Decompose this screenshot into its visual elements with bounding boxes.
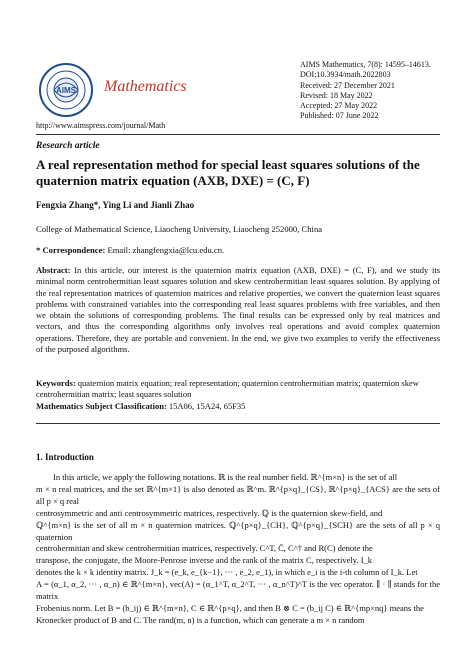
intro-line: In this article, we apply the following notations. ℝ is the real number field. ℝ^{m×n} is the set of all [53,472,398,482]
subject-classification [36,401,245,411]
introduction-body [36,472,440,627]
accepted-date: Accepted: 27 May 2022 [300,101,378,111]
intro-line: Frobenius norm. Let B = (b_ij) ∈ ℝ^{m×n}, C ∈ ℝ^{p×q}, and then B ⊗ C = (b_ij C) ∈ ℝ^{mp×nq} means the [36,602,424,613]
intro-line: centrosymmetric and anti centrosymmetric matrices, respectively. ℚ is the quaternion skew-field, and [36,507,383,518]
published-date: Published: 07 June 2022 [300,111,379,121]
article-type: Research article [36,141,100,151]
msc-text: 15A06, 15A24, 65F35 [168,401,246,411]
keywords-label: Keywords: [36,378,76,388]
intro-line: transpose, the conjugate, the Moore-Penrose inverse and the rank of the matrix C, respectively. I_k [36,555,373,566]
intro-line: m × n real matrices, and the set ℝ^{m×1} is also denoted as ℝ^m. ℝ^{p×q}_{CS}, ℝ^{p×q}_{ACS} are the sets of all p × q real [36,483,440,506]
doi[interactable]: DOI:10.3934/math.2022803 [300,70,391,80]
intro-line: denotes the k × k identity matrix. J_k = (e_k, e_{k−1}, ··· , e_2, e_1), in which e_i is the i-th column of I_k. Let [36,567,418,578]
revised-date: Revised: 18 May 2022 [300,90,373,100]
logo-text: AIMS [56,86,76,95]
header-divider [36,134,440,135]
journal-name: Mathematics [104,78,187,95]
abstract-text: In this article, our interest is the quaternion matrix equation (AXB, DXE) = (C, F), and we study its minimal norm centrohermitian least squares solution and skew centrohermitian least squares solution. By applying of the real representation matrices of quaternion matrices and relative properties, we convert the quaternion least squares problems with constrained variables into the corresponding real least squares problems with free variables, and then we obtain the solutions of corresponding problems. The final results can be expressed only by real matrices and vectors, and thus the corresponding algorithms only involves real operations and avoid complex quaternion operations. Therefore, they are portable and convenient. In the end, we give two examples to verify the effectiveness of the purposed algorithms. [36,265,440,355]
citation: AIMS Mathematics, 7(8): 14595–14613. [300,60,431,69]
intro-line: centrohermitian and skew centrohermitian matrices, respectively. C^T, C̄, C^† and R(C) denote the [36,543,373,554]
correspondence-label: * Correspondence: [36,245,106,255]
abstract [36,265,440,355]
article-title: A real representation method for special least squares solutions of the quaternion matrix equation (AXB, DXE) = (C, F) [36,157,420,188]
intro-line: A = (α_1, α_2, ··· , α_n) ∈ ℝ^{m×n}, vec(A) = (α_1^T, α_2^T, ··· , α_n^T)^T is the vec operator. ∥ · ∥ stands for the matrix [36,579,440,602]
keywords-text: quaternion matrix equation; real representation; quaternion centrohermitian matrix; quaternion skew centrohermitian matrix; least squares solution [36,378,419,400]
section-divider [36,423,440,424]
article-metadata [300,60,470,122]
abstract-label: Abstract: [36,265,71,275]
intro-line: Kronecker product of B and C. The rand(m, n) is a function, which can generate a m × n random [36,614,365,625]
authors: Fengxia Zhang*, Ying Li and Jianli Zhao [36,200,195,210]
keywords [36,378,440,401]
aims-logo-icon [38,62,94,118]
received-date: Received: 27 December 2021 [300,80,395,90]
correspondence [36,245,224,255]
section-heading: 1. Introduction [36,452,94,462]
correspondence-email[interactable]: Email: zhangfengxia@lcu.edu.cn. [107,245,225,255]
affiliation: College of Mathematical Science, Liaocheng University, Liaocheng 252000, China [36,224,323,234]
msc-label: Mathematics Subject Classification: [36,401,167,411]
journal-url[interactable]: http://www.aimspress.com/journal/Math [36,121,166,130]
intro-line: ℚ^{m×n} is the set of all m × n quaternion matrices. ℚ^{p×q}_{CH}, ℚ^{p×q}_{SCH} are the sets of all p × q quaternion [36,519,440,542]
